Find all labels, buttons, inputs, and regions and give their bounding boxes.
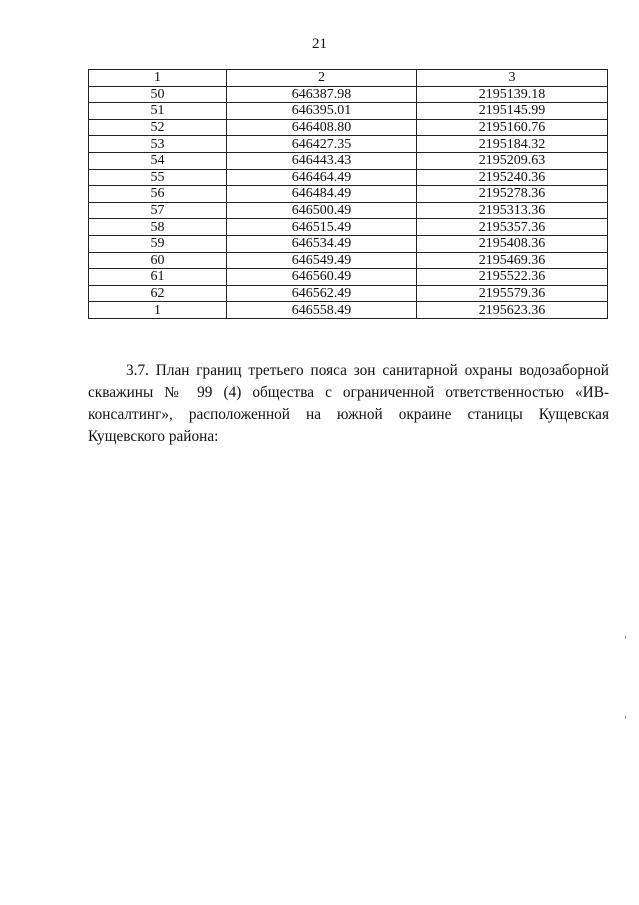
table-row [89, 103, 608, 120]
table-row [89, 86, 608, 103]
coordinate-x: 646500.49 [227, 202, 417, 219]
coordinate-y: 2195357.36 [417, 219, 608, 236]
coordinate-x: 646395.01 [227, 103, 417, 120]
table-row [89, 219, 608, 236]
point-number: 51 [89, 103, 227, 120]
point-number: 52 [89, 119, 227, 136]
coordinate-y: 2195160.76 [417, 119, 608, 136]
point-number: 59 [89, 235, 227, 252]
coordinate-x: 646560.49 [227, 269, 417, 286]
coordinate-y: 2195469.36 [417, 252, 608, 269]
scan-speck [625, 716, 626, 719]
point-number: 53 [89, 136, 227, 153]
page-number: 21 [312, 36, 327, 52]
section-paragraph: 3.7. План границ третьего пояса зон санитарной охраны водозаборной скважины № 99 (4) общества с ограниченной ответственностью «ИВ-консалтинг», расположенной на южной окраине станицы Кущевская Кущевского района: [88, 362, 609, 446]
table-row [89, 269, 608, 286]
coordinate-y: 2195313.36 [417, 202, 608, 219]
table-row [89, 169, 608, 186]
coordinate-x: 646408.80 [227, 119, 417, 136]
coordinate-y: 2195209.63 [417, 152, 608, 169]
coordinate-y: 2195408.36 [417, 235, 608, 252]
coordinate-x: 646562.49 [227, 285, 417, 302]
point-number: 55 [89, 169, 227, 186]
point-number: 56 [89, 186, 227, 203]
point-number: 54 [89, 152, 227, 169]
table-row [89, 202, 608, 219]
coordinate-x: 646549.49 [227, 252, 417, 269]
column-header: 2 [227, 70, 417, 87]
coordinate-x: 646534.49 [227, 235, 417, 252]
table-row [89, 252, 608, 269]
coordinate-y: 2195139.18 [417, 86, 608, 103]
column-header: 1 [89, 70, 227, 87]
coordinate-y: 2195240.36 [417, 169, 608, 186]
coordinate-x: 646484.49 [227, 186, 417, 203]
table-row [89, 302, 608, 319]
coordinate-x: 646464.49 [227, 169, 417, 186]
coordinate-x: 646558.49 [227, 302, 417, 319]
coordinate-x: 646427.35 [227, 136, 417, 153]
coordinate-y: 2195145.99 [417, 103, 608, 120]
table-row [89, 285, 608, 302]
coordinate-y: 2195184.32 [417, 136, 608, 153]
coordinate-y: 2195278.36 [417, 186, 608, 203]
coordinate-y: 2195623.36 [417, 302, 608, 319]
point-number: 62 [89, 285, 227, 302]
table-row [89, 136, 608, 153]
coordinates-table [88, 69, 608, 319]
point-number: 60 [89, 252, 227, 269]
coordinate-x: 646387.98 [227, 86, 417, 103]
table-row [89, 152, 608, 169]
point-number: 58 [89, 219, 227, 236]
coordinate-y: 2195579.36 [417, 285, 608, 302]
point-number: 50 [89, 86, 227, 103]
coordinate-x: 646515.49 [227, 219, 417, 236]
table-row [89, 119, 608, 136]
table-row [89, 186, 608, 203]
point-number: 61 [89, 269, 227, 286]
table-row [89, 235, 608, 252]
coordinate-y: 2195522.36 [417, 269, 608, 286]
scan-speck [625, 636, 626, 639]
coordinate-x: 646443.43 [227, 152, 417, 169]
table-header-row [89, 70, 608, 87]
column-header: 3 [417, 70, 608, 87]
point-number: 1 [89, 302, 227, 319]
point-number: 57 [89, 202, 227, 219]
